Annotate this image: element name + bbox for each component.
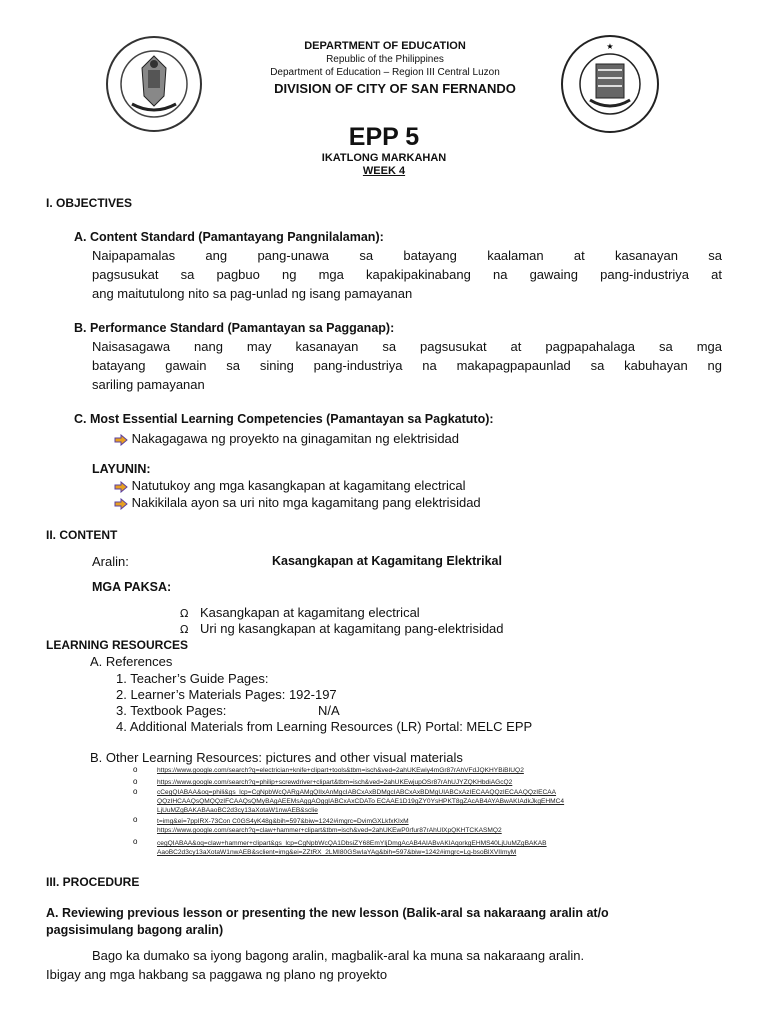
content-standard-line-1: Naipapamalas ang pang-unawa sa batayang kaalaman at kasanayan sa [92, 248, 722, 263]
svg-text:★: ★ [606, 42, 614, 51]
performance-standard-line-2: batayang gawain sa sining pang-industriya na makapagpapaunlad sa kabuhayan ng [92, 358, 722, 373]
content-heading: II. CONTENT [46, 528, 118, 542]
layunin-item-text: Natutukoy ang mga kasangkapan at kagamitang electrical [131, 478, 466, 493]
reference-item: 4. Additional Materials from Learning Resources (LR) Portal: MELC EPP [116, 719, 533, 734]
performance-standard-line-1: Naisasagawa nang may kasanayan sa pagsusukat at pagpapahalaga sa mga [92, 339, 722, 354]
resource-link[interactable]: cCegQIABAA&oq=phili&gs_lcp=CgNpbWcQARgAMgQIIxAnMgcIABCxAxBDMgcIABCxAxBDMgUIABCxAzIECAAQQzIECAAQQzIECAA [157, 789, 557, 796]
layunin-heading: LAYUNIN: [92, 462, 151, 476]
learning-resources-heading: LEARNING RESOURCES [46, 638, 189, 652]
week-label: WEEK 4 [362, 165, 406, 177]
references-heading: A. References [90, 654, 173, 669]
resource-link[interactable]: t=img&ei=7ppIRX-73Con C0GS4yK48g&bih=597&biw=1242#imgrc=DvimGXLkfxKIxM [157, 818, 409, 825]
content-standard-line-2: pagsusukat sa pagbuo ng mga kapakipakinabang na gawaing pang-industriya at [92, 267, 722, 282]
reference-item: 2. Learner’s Materials Pages: 192-197 [116, 687, 337, 702]
aralin-value: Kasangkapan at Kagamitang Elektrikal [272, 554, 502, 568]
division-line: DIVISION OF CITY OF SAN FERNANDO [274, 81, 516, 96]
layunin-item-1 [114, 478, 466, 493]
omega-bullet-icon: Ω [180, 607, 189, 620]
arrow-bullet-icon [114, 481, 128, 493]
resource-link[interactable]: AaoBC2d3cy13aXotaW1nwAEB&sclient=img&ei=ZZtRX_2LMI80GSwIaYAg&bih=597&biw=1242#imgrc=Lg-bsoBlXVIImyM [157, 849, 517, 856]
kagawaran-seal-right [560, 34, 660, 139]
subject-title: EPP 5 [348, 123, 420, 151]
resource-link[interactable]: LjUuMZgBAKABAaoBC2d3cy13aXotaW1nwAEB&sclie [157, 807, 318, 814]
resource-link[interactable]: https://www.google.com/search?q=claw+hammer+clipart&tbm=isch&ved=2ahUKEwP0rfur87rAhUlXpQKHTCKASMQ2 [157, 827, 502, 834]
other-resources-heading: B. Other Learning Resources: pictures and other visual materials [90, 750, 463, 765]
reference-item: 1. Teacher’s Guide Pages: [116, 671, 269, 686]
resource-link[interactable]: QQzIHCAAQsQMQQzIFCAAQsQMyBAgAEEMsAggAOggIABCxAxCDATo ECAAE1D19gZY0YsHPKT8gZAcAB4AYABwAKIAdkJkgEHMC4 [157, 798, 565, 805]
content-standard-heading: A. Content Standard (Pamantayang Pangnilalaman): [74, 230, 384, 244]
review-heading-line-2: pagsisimulang bagong aralin) [46, 923, 224, 937]
paksa-item-2 [180, 621, 504, 636]
melc-item [114, 431, 459, 446]
region-line: Department of Education – Region III Central Luzon [270, 67, 500, 78]
kagawaran-logo-icon [560, 34, 660, 134]
dept-name: DEPARTMENT OF EDUCATION [304, 40, 466, 52]
reference-item: 3. Textbook Pages: [116, 703, 227, 718]
content-standard-line-3: ang maitutulong nito sa pag-unlad ng isang pamayanan [92, 286, 413, 301]
layunin-item-text: Nakikilala ayon sa uri nito mga kagamitang pang elektrisidad [131, 495, 481, 510]
performance-standard-line-3: sariling pamayanan [92, 377, 205, 392]
melc-item-text: Nakagagawa ng proyekto na ginagamitan ng elektrisidad [131, 431, 460, 446]
republic-line: Republic of the Philippines [326, 54, 444, 65]
arrow-bullet-icon [114, 434, 128, 446]
resource-link[interactable]: cegQIABAA&oq=claw+hammer+clipart&gs_lcp=CgNpbWcQA1DbsiZY68EmYIjDmgAcAB4AIABvAKIAqorkgEHMS40LjUuMZgBAKAB [157, 840, 547, 847]
arrow-bullet-icon [114, 498, 128, 510]
objectives-heading: I. OBJECTIVES [46, 196, 133, 210]
mga-paksa-heading: MGA PAKSA: [92, 580, 172, 594]
procedure-heading: III. PROCEDURE [46, 875, 140, 889]
review-paragraph-2: Ibigay ang mga hakbang sa paggawa ng plano ng proyekto [46, 967, 388, 982]
resource-link[interactable]: https://www.google.com/search?q=electrician+knife+clipart+tools&tbm=isch&ved=2ahUKEwiy4mGr87rAhVFdJQKHYBiBIUQ2 [157, 767, 524, 774]
list-bullet: o [133, 787, 138, 796]
review-paragraph-1: Bago ka dumako sa iyong bagong aralin, magbalik-aral ka muna sa nakaraang aralin. [92, 948, 585, 963]
deped-seal-left [104, 34, 204, 139]
textbook-pages-value: N/A [318, 703, 340, 718]
omega-bullet-icon: Ω [180, 623, 189, 636]
performance-standard-heading: B. Performance Standard (Pamantayan sa Pagganap): [74, 321, 395, 335]
list-bullet: o [133, 777, 138, 786]
paksa-item-text: Uri ng kasangkapan at kagamitang pang-elektrisidad [200, 621, 504, 636]
paksa-item-1 [180, 605, 420, 620]
melc-heading: C. Most Essential Learning Competencies (Pamantayan sa Pagkatuto): [74, 412, 494, 426]
resource-link[interactable]: https://www.google.com/search?q=philip+screwdriver+clipart&tbm=isch&ved=2ahUKEwjupOSr87rAhUJYZQKHbdiAGcQ2 [157, 779, 513, 786]
aralin-label: Aralin: [92, 554, 129, 569]
list-bullet: o [133, 837, 138, 846]
quarter-label: IKATLONG MARKAHAN [321, 152, 447, 164]
deped-logo-icon [104, 34, 204, 134]
layunin-item-2 [114, 495, 481, 510]
paksa-item-text: Kasangkapan at kagamitang electrical [200, 605, 420, 620]
list-bullet: o [133, 815, 138, 824]
list-bullet: o [133, 765, 138, 774]
review-heading-line-1: A. Reviewing previous lesson or presenting the new lesson (Balik-aral sa nakaraang aralin at/o [46, 906, 609, 920]
